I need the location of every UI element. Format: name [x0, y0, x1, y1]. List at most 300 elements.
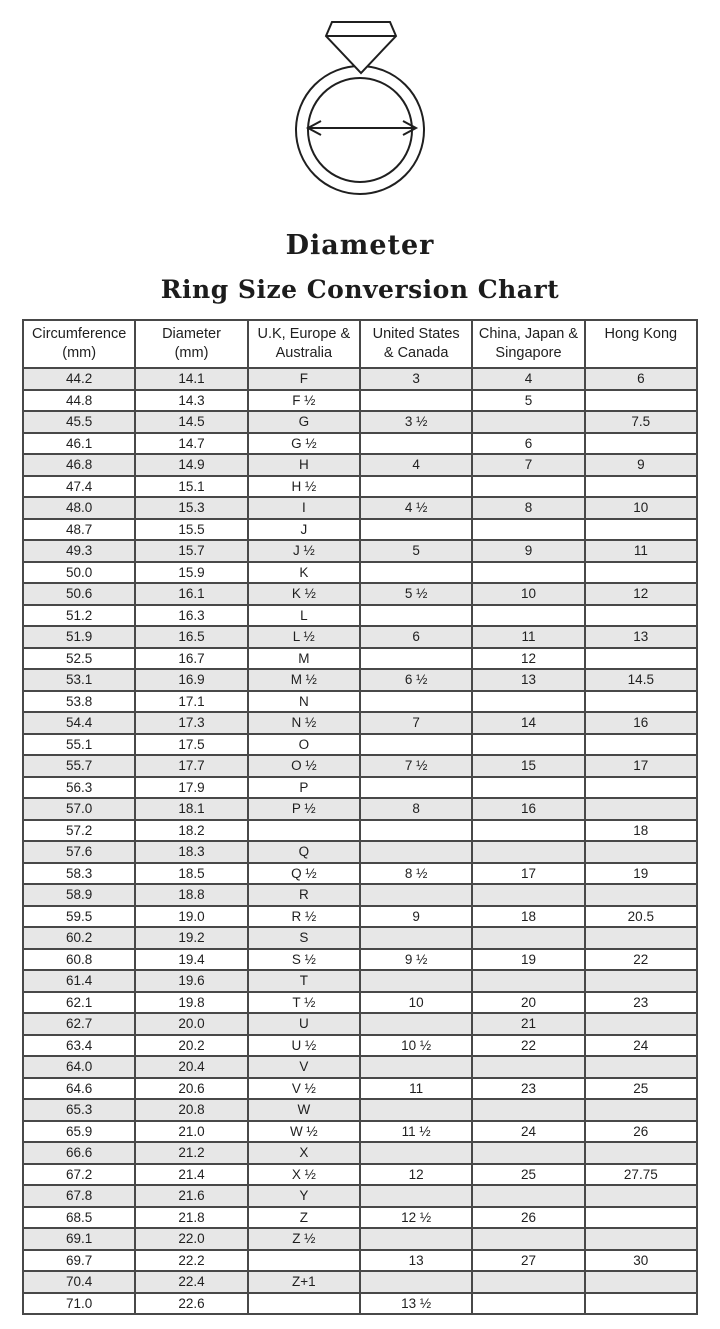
table-cell — [360, 1056, 472, 1078]
table-cell — [472, 1271, 584, 1293]
ring-outer-circle — [296, 66, 424, 194]
table-row — [23, 1207, 697, 1229]
table-cell — [472, 519, 584, 541]
table-row — [23, 540, 697, 562]
table-cell: 14.5 — [135, 411, 247, 433]
table-cell: 16 — [472, 798, 584, 820]
table-cell — [585, 1056, 697, 1078]
table-cell — [585, 841, 697, 863]
table-cell: 63.4 — [23, 1035, 135, 1057]
table-row — [23, 497, 697, 519]
table-cell: 7 — [472, 454, 584, 476]
table-cell: L — [248, 605, 360, 627]
table-cell: 67.8 — [23, 1185, 135, 1207]
table-row — [23, 562, 697, 584]
ring-diagram — [0, 0, 720, 261]
table-cell: 21.4 — [135, 1164, 247, 1186]
table-cell — [472, 1056, 584, 1078]
table-cell — [472, 841, 584, 863]
table-cell: 17.9 — [135, 777, 247, 799]
table-row — [23, 1185, 697, 1207]
table-cell — [360, 433, 472, 455]
column-header-line2: (mm) — [62, 345, 97, 361]
table-cell — [360, 1228, 472, 1250]
table-cell: 13 ½ — [360, 1293, 472, 1315]
table-cell: 8 — [472, 497, 584, 519]
table-cell: 68.5 — [23, 1207, 135, 1229]
table-cell: 16.1 — [135, 583, 247, 605]
table-cell: L ½ — [248, 626, 360, 648]
table-cell: 15.5 — [135, 519, 247, 541]
column-header-line2: & Canada — [383, 345, 449, 361]
column-header-3 — [248, 320, 360, 368]
table-cell: 17 — [585, 755, 697, 777]
table-cell — [472, 1228, 584, 1250]
table-cell: 18.8 — [135, 884, 247, 906]
table-cell: 11 — [585, 540, 697, 562]
table-cell: 55.7 — [23, 755, 135, 777]
table-cell: 4 — [360, 454, 472, 476]
table-row — [23, 1164, 697, 1186]
diamond-outline — [326, 22, 396, 73]
table-row — [23, 1099, 697, 1121]
table-cell: 14 — [472, 712, 584, 734]
table-cell — [585, 1142, 697, 1164]
table-header — [23, 320, 697, 368]
table-cell: 24 — [585, 1035, 697, 1057]
table-cell: 17.3 — [135, 712, 247, 734]
table-cell: Q ½ — [248, 863, 360, 885]
table-row — [23, 1078, 697, 1100]
table-cell — [360, 562, 472, 584]
table-cell: M — [248, 648, 360, 670]
table-cell: 21.8 — [135, 1207, 247, 1229]
table-cell: 5 — [360, 540, 472, 562]
table-cell — [585, 1271, 697, 1293]
table-cell: 21.2 — [135, 1142, 247, 1164]
table-cell: 62.1 — [23, 992, 135, 1014]
table-cell: 16.3 — [135, 605, 247, 627]
table-cell: 71.0 — [23, 1293, 135, 1315]
table-row — [23, 820, 697, 842]
table-cell: 20.5 — [585, 906, 697, 928]
table-cell: 22.6 — [135, 1293, 247, 1315]
table-cell: 21 — [472, 1013, 584, 1035]
table-cell: 15.7 — [135, 540, 247, 562]
table-cell: 64.6 — [23, 1078, 135, 1100]
table-cell: 47.4 — [23, 476, 135, 498]
table-cell — [360, 1271, 472, 1293]
table-row — [23, 669, 697, 691]
table-cell: 44.8 — [23, 390, 135, 412]
table-cell: 6 ½ — [360, 669, 472, 691]
table-row — [23, 583, 697, 605]
table-cell: 52.5 — [23, 648, 135, 670]
table-cell: X ½ — [248, 1164, 360, 1186]
table-row — [23, 648, 697, 670]
table-cell — [472, 820, 584, 842]
table-cell — [472, 605, 584, 627]
table-cell: 15.1 — [135, 476, 247, 498]
table-cell: 51.2 — [23, 605, 135, 627]
table-cell: 44.2 — [23, 368, 135, 390]
table-cell: 22 — [585, 949, 697, 971]
table-cell: 22.0 — [135, 1228, 247, 1250]
table-cell — [585, 798, 697, 820]
table-cell: Z+1 — [248, 1271, 360, 1293]
table-cell: 69.1 — [23, 1228, 135, 1250]
column-header-line2: Singapore — [495, 345, 562, 361]
table-row — [23, 1056, 697, 1078]
table-cell — [472, 691, 584, 713]
table-cell: J — [248, 519, 360, 541]
table-cell: 25 — [585, 1078, 697, 1100]
table-cell: 53.8 — [23, 691, 135, 713]
table-cell: 22.2 — [135, 1250, 247, 1272]
table-cell: Z ½ — [248, 1228, 360, 1250]
table-cell: Z — [248, 1207, 360, 1229]
table-cell: 65.3 — [23, 1099, 135, 1121]
table-cell — [360, 1099, 472, 1121]
ring-with-diamond-icon — [275, 18, 445, 208]
table-cell — [472, 1293, 584, 1315]
table-cell: 20.8 — [135, 1099, 247, 1121]
table-cell: 9 — [585, 454, 697, 476]
table-row — [23, 992, 697, 1014]
table-cell: J ½ — [248, 540, 360, 562]
table-row — [23, 884, 697, 906]
table-cell: V ½ — [248, 1078, 360, 1100]
table-cell — [585, 605, 697, 627]
table-cell: 12 ½ — [360, 1207, 472, 1229]
table-cell: S ½ — [248, 949, 360, 971]
table-cell: 15.3 — [135, 497, 247, 519]
column-header-line1: Diameter — [162, 326, 221, 342]
page-title: Ring Size Conversion Chart — [160, 275, 560, 304]
table-cell: X — [248, 1142, 360, 1164]
table-cell: 62.7 — [23, 1013, 135, 1035]
table-cell: 21.6 — [135, 1185, 247, 1207]
table-cell — [585, 691, 697, 713]
table-row — [23, 1035, 697, 1057]
table-cell: 20.4 — [135, 1056, 247, 1078]
table-row — [23, 411, 697, 433]
table-cell: U — [248, 1013, 360, 1035]
table-cell: N — [248, 691, 360, 713]
table-cell: 57.2 — [23, 820, 135, 842]
table-cell: 10 — [585, 497, 697, 519]
table-row — [23, 970, 697, 992]
table-cell — [585, 390, 697, 412]
table-row — [23, 755, 697, 777]
table-cell: 20 — [472, 992, 584, 1014]
table-cell: 10 — [472, 583, 584, 605]
table-cell: 16 — [585, 712, 697, 734]
table-cell: 14.3 — [135, 390, 247, 412]
table-cell: 61.4 — [23, 970, 135, 992]
column-header-line2: Australia — [275, 345, 333, 361]
table-cell — [472, 1099, 584, 1121]
table-cell: 18 — [585, 820, 697, 842]
table-cell: 11 — [472, 626, 584, 648]
table-cell: 5 ½ — [360, 583, 472, 605]
table-row — [23, 433, 697, 455]
table-cell: 69.7 — [23, 1250, 135, 1272]
table-cell: 14.5 — [585, 669, 697, 691]
table-row — [23, 476, 697, 498]
table-cell: 49.3 — [23, 540, 135, 562]
table-cell — [360, 777, 472, 799]
table-cell — [360, 927, 472, 949]
table-cell — [585, 970, 697, 992]
table-cell: 6 — [585, 368, 697, 390]
table-cell: V — [248, 1056, 360, 1078]
table-cell: 16.5 — [135, 626, 247, 648]
table-cell: 10 — [360, 992, 472, 1014]
table-cell: 9 — [360, 906, 472, 928]
table-cell: I — [248, 497, 360, 519]
table-body — [23, 368, 697, 1314]
table-cell: 14.9 — [135, 454, 247, 476]
table-cell — [585, 1228, 697, 1250]
table-row — [23, 798, 697, 820]
table-cell: 16.7 — [135, 648, 247, 670]
column-header-4 — [360, 320, 472, 368]
table-cell: 19 — [585, 863, 697, 885]
table-cell: R — [248, 884, 360, 906]
table-cell — [472, 970, 584, 992]
table-cell: 13 — [472, 669, 584, 691]
table-cell: 6 — [472, 433, 584, 455]
table-cell: P — [248, 777, 360, 799]
table-cell — [472, 777, 584, 799]
table-cell: 11 — [360, 1078, 472, 1100]
table-cell: 12 — [360, 1164, 472, 1186]
table-row — [23, 906, 697, 928]
table-cell: 50.0 — [23, 562, 135, 584]
table-cell: T — [248, 970, 360, 992]
table-cell — [472, 927, 584, 949]
table-cell: 4 — [472, 368, 584, 390]
table-cell: H ½ — [248, 476, 360, 498]
column-header-line2: (mm) — [174, 345, 209, 361]
table-cell: W ½ — [248, 1121, 360, 1143]
table-cell — [585, 476, 697, 498]
table-cell: 64.0 — [23, 1056, 135, 1078]
table-cell: 16.9 — [135, 669, 247, 691]
table-cell: 7 — [360, 712, 472, 734]
table-cell: 46.8 — [23, 454, 135, 476]
table-cell: 18 — [472, 906, 584, 928]
table-cell: 12 — [472, 648, 584, 670]
ring-size-conversion-table — [22, 319, 698, 1315]
table-cell: F ½ — [248, 390, 360, 412]
table-cell — [360, 820, 472, 842]
table-cell: 26 — [472, 1207, 584, 1229]
table-cell — [360, 884, 472, 906]
table-cell: 55.1 — [23, 734, 135, 756]
table-cell: 54.4 — [23, 712, 135, 734]
table-cell: 27.75 — [585, 1164, 697, 1186]
table-cell — [585, 1207, 697, 1229]
table-row — [23, 390, 697, 412]
table-cell: Q — [248, 841, 360, 863]
table-row — [23, 605, 697, 627]
table-cell — [585, 648, 697, 670]
table-cell: 11 ½ — [360, 1121, 472, 1143]
table-cell: 56.3 — [23, 777, 135, 799]
table-cell — [585, 562, 697, 584]
table-cell: 60.2 — [23, 927, 135, 949]
table-cell: 19.8 — [135, 992, 247, 1014]
table-cell: 19.6 — [135, 970, 247, 992]
table-cell: 9 ½ — [360, 949, 472, 971]
table-cell: 7 ½ — [360, 755, 472, 777]
table-row — [23, 1013, 697, 1035]
table-row — [23, 1142, 697, 1164]
table-cell: 20.2 — [135, 1035, 247, 1057]
table-cell — [248, 1293, 360, 1315]
table-cell — [472, 411, 584, 433]
table-cell: M ½ — [248, 669, 360, 691]
table-cell: 60.8 — [23, 949, 135, 971]
table-cell: 18.3 — [135, 841, 247, 863]
table-row — [23, 1250, 697, 1272]
table-row — [23, 1121, 697, 1143]
column-header-line1: Circumference — [32, 326, 127, 342]
table-cell: 8 — [360, 798, 472, 820]
table-row — [23, 1271, 697, 1293]
table-cell — [585, 1013, 697, 1035]
table-cell: 12 — [585, 583, 697, 605]
table-cell: 66.6 — [23, 1142, 135, 1164]
table-cell: 19 — [472, 949, 584, 971]
table-cell: P ½ — [248, 798, 360, 820]
table-cell — [585, 519, 697, 541]
table-row — [23, 454, 697, 476]
table-cell: 15 — [472, 755, 584, 777]
table-row — [23, 1293, 697, 1315]
column-header-line1: China, Japan & — [478, 326, 579, 342]
table-cell — [585, 1185, 697, 1207]
table-cell: 53.1 — [23, 669, 135, 691]
table-cell: 3 ½ — [360, 411, 472, 433]
table-cell: O — [248, 734, 360, 756]
column-header-line1: United States — [372, 326, 460, 342]
table-cell — [585, 777, 697, 799]
column-header-line2 — [586, 344, 696, 363]
table-cell: 45.5 — [23, 411, 135, 433]
table-cell — [360, 691, 472, 713]
table-cell: 15.9 — [135, 562, 247, 584]
table-cell — [248, 820, 360, 842]
table-cell — [585, 1099, 697, 1121]
table-cell: 17.1 — [135, 691, 247, 713]
table-cell: 59.5 — [23, 906, 135, 928]
table-cell — [585, 433, 697, 455]
table-cell — [360, 1142, 472, 1164]
table-cell: K — [248, 562, 360, 584]
table-cell: 19.0 — [135, 906, 247, 928]
table-cell: 13 — [585, 626, 697, 648]
table-cell: 17 — [472, 863, 584, 885]
table-row — [23, 777, 697, 799]
table-cell: N ½ — [248, 712, 360, 734]
table-cell — [360, 648, 472, 670]
column-header-line1: U.K, Europe & — [257, 326, 351, 342]
table-cell: 3 — [360, 368, 472, 390]
table-row — [23, 691, 697, 713]
table-cell — [360, 605, 472, 627]
table-row — [23, 927, 697, 949]
table-cell: G — [248, 411, 360, 433]
header-row — [23, 320, 697, 368]
table-cell: 18.2 — [135, 820, 247, 842]
table-cell: 18.1 — [135, 798, 247, 820]
table-cell: S — [248, 927, 360, 949]
table-cell: 50.6 — [23, 583, 135, 605]
table-cell — [472, 734, 584, 756]
table-cell: 23 — [472, 1078, 584, 1100]
table-row — [23, 626, 697, 648]
table-cell: 14.7 — [135, 433, 247, 455]
table-cell: O ½ — [248, 755, 360, 777]
table-cell: 24 — [472, 1121, 584, 1143]
table-cell: 6 — [360, 626, 472, 648]
table-cell: 46.1 — [23, 433, 135, 455]
table-row — [23, 1228, 697, 1250]
table-cell — [472, 1142, 584, 1164]
table-row — [23, 863, 697, 885]
table-row — [23, 368, 697, 390]
table-cell: 7.5 — [585, 411, 697, 433]
table-cell: 25 — [472, 1164, 584, 1186]
table-row — [23, 841, 697, 863]
table-cell — [585, 1293, 697, 1315]
table-cell: 18.5 — [135, 863, 247, 885]
diagram-label: Diameter — [285, 230, 435, 261]
table-cell: W — [248, 1099, 360, 1121]
column-header-line1: Hong Kong — [604, 326, 678, 342]
table-cell: 48.0 — [23, 497, 135, 519]
column-header-1 — [23, 320, 135, 368]
table-cell: 30 — [585, 1250, 697, 1272]
table-cell — [360, 1013, 472, 1035]
table-cell: 58.3 — [23, 863, 135, 885]
table-cell: 20.0 — [135, 1013, 247, 1035]
table-cell: 57.6 — [23, 841, 135, 863]
table-cell — [360, 519, 472, 541]
table-cell: T ½ — [248, 992, 360, 1014]
table-cell — [248, 1250, 360, 1272]
column-header-2 — [135, 320, 247, 368]
table-cell — [472, 884, 584, 906]
table-cell: 13 — [360, 1250, 472, 1272]
table-row — [23, 712, 697, 734]
table-cell: 20.6 — [135, 1078, 247, 1100]
table-cell: U ½ — [248, 1035, 360, 1057]
table-cell: 65.9 — [23, 1121, 135, 1143]
table-cell: 5 — [472, 390, 584, 412]
table-cell: 22.4 — [135, 1271, 247, 1293]
table-cell — [360, 1185, 472, 1207]
column-header-6 — [585, 320, 697, 368]
table-row — [23, 734, 697, 756]
table-cell: 17.7 — [135, 755, 247, 777]
table-cell — [472, 476, 584, 498]
table-cell: 19.4 — [135, 949, 247, 971]
table-cell: 58.9 — [23, 884, 135, 906]
